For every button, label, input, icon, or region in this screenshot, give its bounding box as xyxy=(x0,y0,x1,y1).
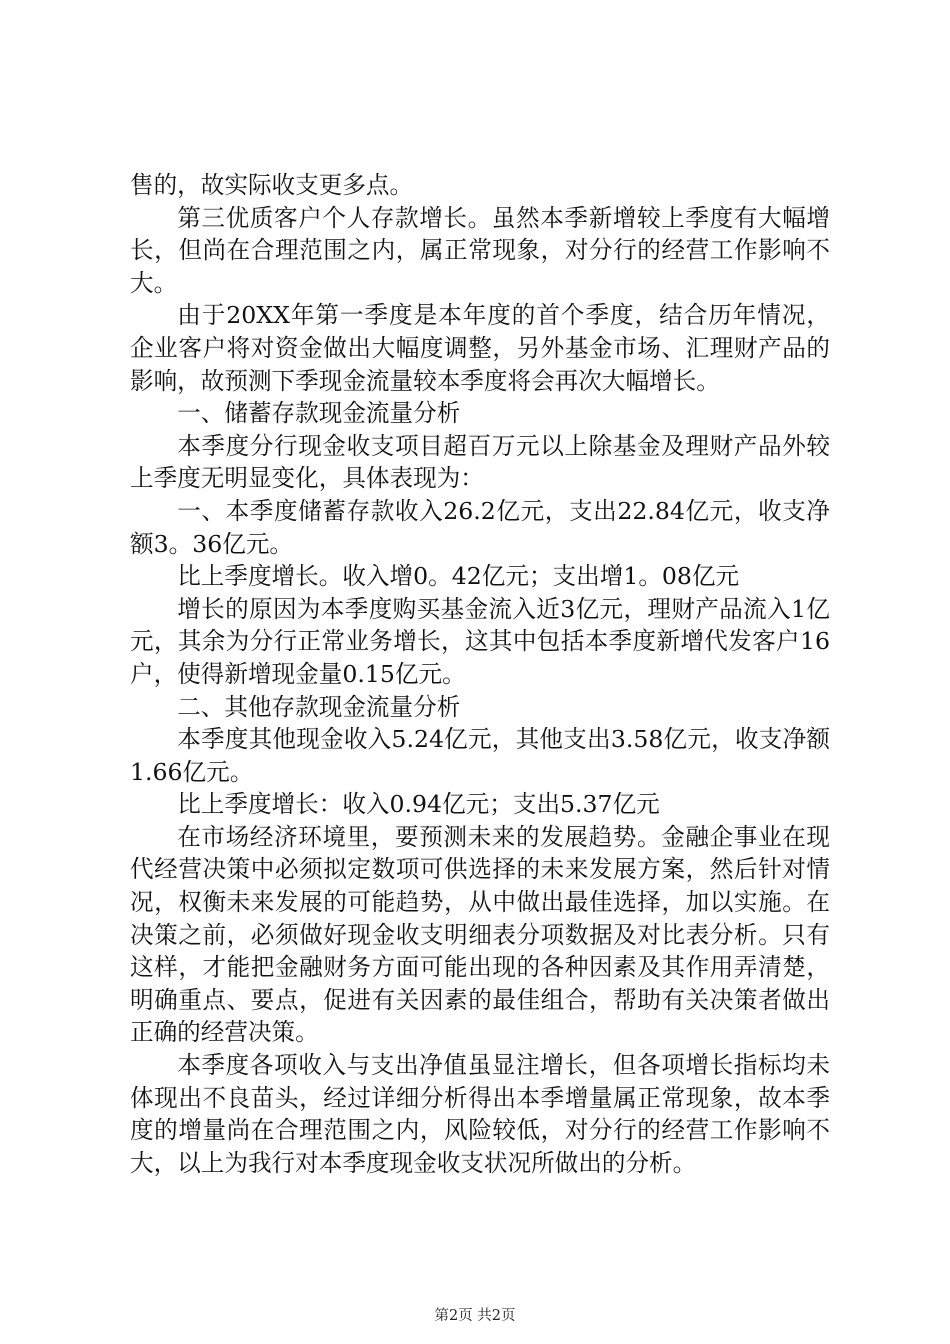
paragraph-3: 由于20XX年第一季度是本年度的首个季度，结合历年情况，企业客户将对资金做出大幅度调整，另外基金市场、汇理财产品的影响，故预测下季现金流量较本季度将会再次大幅增长。 xyxy=(130,301,830,395)
paragraph-10: 本季度其他现金收入5.24亿元，其他支出3.58亿元，收支净额1.66亿元。 xyxy=(130,725,830,786)
paragraph-7: 比上季度增长。收入增0。42亿元；支出增1。08亿元 xyxy=(177,562,740,591)
paragraph-8: 增长的原因为本季度购买基金流入近3亿元，理财产品流入1亿元，其余为分行正常业务增长，这其中包括本季度新增代发客户16户，使得新增现金量0.15亿元。 xyxy=(130,594,830,688)
section-heading-savings: 一、储蓄存款现金流量分析 xyxy=(177,399,461,428)
paragraph-5: 本季度分行现金收支项目超百万元以上除基金及理财产品外较上季度无明显变化，具体表现为： xyxy=(130,431,830,493)
paragraph-6: 一、本季度储蓄存款收入26.2亿元，支出22.84亿元，收支净额3。36亿元。 xyxy=(130,496,830,558)
paragraph-11: 比上季度增长：收入0.94亿元；支出5.37亿元 xyxy=(177,790,660,819)
paragraph-1: 售的，故实际收支更多点。 xyxy=(130,171,414,199)
paragraph-2: 第三优质客户个人存款增长。虽然本季新增较上季度有大幅增长，但尚在合理范围之内，属正常现象，对分行的经营工作影响不大。 xyxy=(130,203,830,297)
paragraph-12: 在市场经济环境里，要预测未来的发展趋势。金融企事业在现代经营决策中必须拟定数项可供选择的未来发展方案，然后针对情况，权衡未来发展的可能趋势，从中做出最佳选择，加以实施。在决策之前，必须做好现金收支明细表分项数据及对比表分析。只有这样，才能把金融财务方面可能出现的各种因素及其作用弄清楚，明确重点、要点，促进有关因素的最佳组合，帮助有关决策者做出正确的经营决策。 xyxy=(130,822,830,1047)
page-number-footer: 第2页 共2页 xyxy=(434,1308,516,1324)
document-body xyxy=(130,169,830,1179)
paragraph-13: 本季度各项收入与支出净值虽显注增长，但各项增长指标均未体现出不良苗头，经过详细分析得出本季增量属正常现象，故本季度的增量尚在合理范围之内，风险较低，对分行的经营工作影响不大，以上为我行对本季度现金收支状况所做出的分析。 xyxy=(130,1051,830,1177)
section-heading-other: 二、其他存款现金流量分析 xyxy=(177,692,461,721)
